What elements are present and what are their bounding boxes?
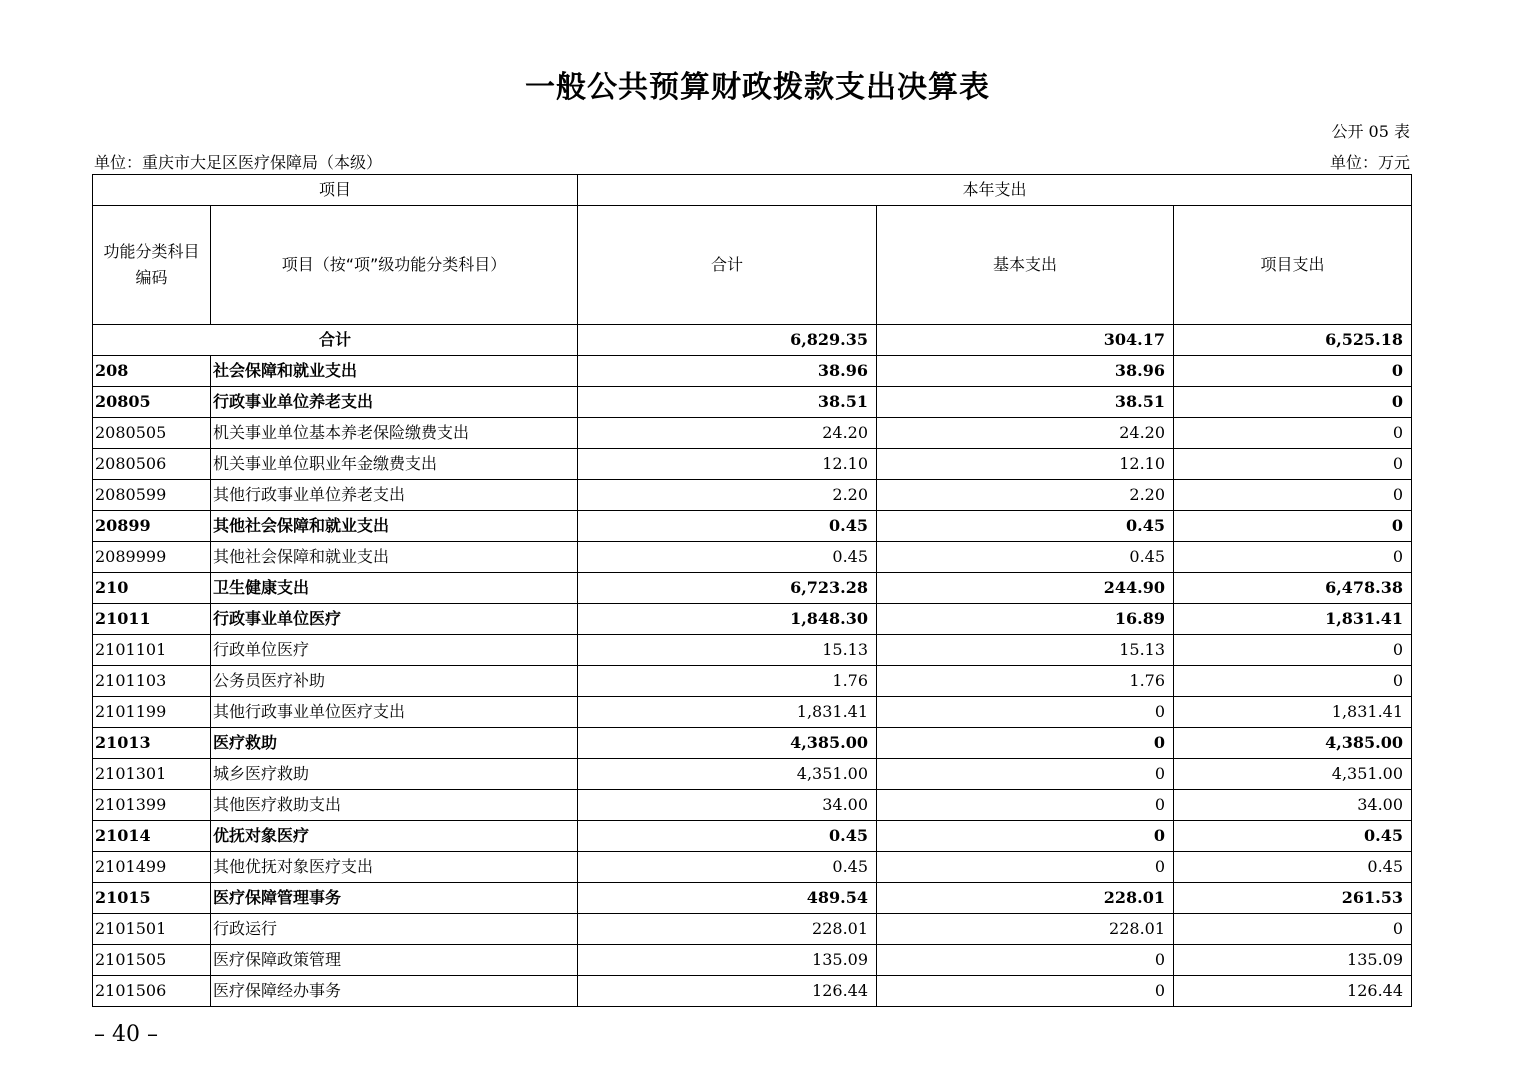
- table-row: [93, 852, 1412, 883]
- row-name: 社会保障和就业支出: [211, 356, 578, 387]
- row-project: 6,478.38: [1174, 573, 1412, 604]
- row-total: 489.54: [578, 883, 877, 914]
- row-total: 4,385.00: [578, 728, 877, 759]
- row-basic: 228.01: [877, 914, 1174, 945]
- row-code: 2101399: [93, 790, 211, 821]
- row-basic: 24.20: [877, 418, 1174, 449]
- row-name: 其他社会保障和就业支出: [211, 542, 578, 573]
- row-code: 2089999: [93, 542, 211, 573]
- unit-organization: 单位：重庆市大足区医疗保障局（本级）: [94, 153, 383, 172]
- expenditure-table: [92, 174, 1412, 1007]
- row-total: 24.20: [578, 418, 877, 449]
- row-basic: 38.96: [877, 356, 1174, 387]
- row-name: 卫生健康支出: [211, 573, 578, 604]
- row-project: 135.09: [1174, 945, 1412, 976]
- row-total: 4,351.00: [578, 759, 877, 790]
- row-basic: 0: [877, 697, 1174, 728]
- header-project-expenditure: 项目支出: [1174, 206, 1412, 325]
- row-code: 21013: [93, 728, 211, 759]
- row-code: 2080506: [93, 449, 211, 480]
- row-name: 其他优抚对象医疗支出: [211, 852, 578, 883]
- table-row: [93, 790, 1412, 821]
- table-row: [93, 945, 1412, 976]
- row-code: 210: [93, 573, 211, 604]
- row-total: 135.09: [578, 945, 877, 976]
- row-basic: 0: [877, 790, 1174, 821]
- table-row: [93, 759, 1412, 790]
- header-total: 合计: [578, 206, 877, 325]
- table-row: [93, 604, 1412, 635]
- row-name: 医疗保障经办事务: [211, 976, 578, 1007]
- table-row: [93, 511, 1412, 542]
- row-basic: 0: [877, 945, 1174, 976]
- row-project: 0.45: [1174, 821, 1412, 852]
- row-project: 0: [1174, 511, 1412, 542]
- row-total: 0.45: [578, 511, 877, 542]
- row-total: 34.00: [578, 790, 877, 821]
- row-basic: 0.45: [877, 511, 1174, 542]
- row-code: 21011: [93, 604, 211, 635]
- row-project: 1,831.41: [1174, 604, 1412, 635]
- row-basic: 244.90: [877, 573, 1174, 604]
- total-label: 合计: [93, 325, 578, 356]
- row-code: 2101101: [93, 635, 211, 666]
- row-total: 38.96: [578, 356, 877, 387]
- row-total: 15.13: [578, 635, 877, 666]
- table-row: [93, 728, 1412, 759]
- row-basic: 0: [877, 821, 1174, 852]
- row-code: 2101506: [93, 976, 211, 1007]
- row-name: 城乡医疗救助: [211, 759, 578, 790]
- table-row: [93, 449, 1412, 480]
- row-code: 2080599: [93, 480, 211, 511]
- row-basic: 0: [877, 976, 1174, 1007]
- row-name: 行政单位医疗: [211, 635, 578, 666]
- row-basic: 15.13: [877, 635, 1174, 666]
- table-row: [93, 480, 1412, 511]
- row-project: 0: [1174, 666, 1412, 697]
- row-total: 228.01: [578, 914, 877, 945]
- row-project: 4,385.00: [1174, 728, 1412, 759]
- table-row: [93, 914, 1412, 945]
- row-code: 2101501: [93, 914, 211, 945]
- row-total: 2.20: [578, 480, 877, 511]
- row-total: 1,831.41: [578, 697, 877, 728]
- row-name: 其他行政事业单位医疗支出: [211, 697, 578, 728]
- row-code: 20805: [93, 387, 211, 418]
- row-total: 0.45: [578, 542, 877, 573]
- row-project: 0: [1174, 480, 1412, 511]
- row-total: 38.51: [578, 387, 877, 418]
- row-project: 0: [1174, 387, 1412, 418]
- row-name: 机关事业单位基本养老保险缴费支出: [211, 418, 578, 449]
- row-name: 医疗救助: [211, 728, 578, 759]
- row-total: 126.44: [578, 976, 877, 1007]
- row-name: 公务员医疗补助: [211, 666, 578, 697]
- row-project: 0: [1174, 418, 1412, 449]
- table-row: [93, 697, 1412, 728]
- row-code: 2101301: [93, 759, 211, 790]
- row-basic: 1.76: [877, 666, 1174, 697]
- row-project: 4,351.00: [1174, 759, 1412, 790]
- row-total: 1,848.30: [578, 604, 877, 635]
- page-number: – 40 –: [94, 1022, 158, 1047]
- row-basic: 228.01: [877, 883, 1174, 914]
- row-code: 21015: [93, 883, 211, 914]
- header-item: 项目（按“项”级功能分类科目）: [211, 206, 578, 325]
- row-project: 126.44: [1174, 976, 1412, 1007]
- row-name: 机关事业单位职业年金缴费支出: [211, 449, 578, 480]
- table-row: [93, 356, 1412, 387]
- row-name: 优抚对象医疗: [211, 821, 578, 852]
- row-basic: 0.45: [877, 542, 1174, 573]
- row-code: 2101103: [93, 666, 211, 697]
- row-name: 医疗保障政策管理: [211, 945, 578, 976]
- row-name: 其他行政事业单位养老支出: [211, 480, 578, 511]
- row-basic: 0: [877, 728, 1174, 759]
- row-code: 2101499: [93, 852, 211, 883]
- total-amount: 6,829.35: [578, 325, 877, 356]
- row-total: 12.10: [578, 449, 877, 480]
- row-code: 208: [93, 356, 211, 387]
- row-code: 2101199: [93, 697, 211, 728]
- table-row: [93, 418, 1412, 449]
- row-project: 0: [1174, 914, 1412, 945]
- table-row: [93, 883, 1412, 914]
- row-code: 21014: [93, 821, 211, 852]
- row-basic: 0: [877, 852, 1174, 883]
- row-name: 行政运行: [211, 914, 578, 945]
- row-project: 0: [1174, 449, 1412, 480]
- form-number: 公开 05 表: [1331, 122, 1410, 141]
- row-total: 1.76: [578, 666, 877, 697]
- row-basic: 16.89: [877, 604, 1174, 635]
- unit-currency: 单位：万元: [1329, 153, 1410, 172]
- total-project: 6,525.18: [1174, 325, 1412, 356]
- row-project: 1,831.41: [1174, 697, 1412, 728]
- row-name: 行政事业单位医疗: [211, 604, 578, 635]
- row-name: 行政事业单位养老支出: [211, 387, 578, 418]
- row-code: 20899: [93, 511, 211, 542]
- row-project: 34.00: [1174, 790, 1412, 821]
- table-row: [93, 976, 1412, 1007]
- table-row: [93, 821, 1412, 852]
- header-current-year: 本年支出: [578, 175, 1412, 206]
- row-code: 2080505: [93, 418, 211, 449]
- row-total: 0.45: [578, 852, 877, 883]
- table-row: [93, 635, 1412, 666]
- row-name: 其他医疗救助支出: [211, 790, 578, 821]
- table-row: [93, 666, 1412, 697]
- row-code: 2101505: [93, 945, 211, 976]
- row-project: 0: [1174, 542, 1412, 573]
- row-name: 其他社会保障和就业支出: [211, 511, 578, 542]
- table-row: [93, 573, 1412, 604]
- header-code: 功能分类科目编码: [93, 206, 211, 325]
- row-name: 医疗保障管理事务: [211, 883, 578, 914]
- table-row: [93, 387, 1412, 418]
- row-basic: 12.10: [877, 449, 1174, 480]
- header-project: 项目: [93, 175, 578, 206]
- row-total: 0.45: [578, 821, 877, 852]
- table-row: [93, 542, 1412, 573]
- row-project: 0.45: [1174, 852, 1412, 883]
- total-basic: 304.17: [877, 325, 1174, 356]
- total-row: [93, 325, 1412, 356]
- row-project: 0: [1174, 356, 1412, 387]
- row-project: 0: [1174, 635, 1412, 666]
- row-total: 6,723.28: [578, 573, 877, 604]
- header-basic: 基本支出: [877, 206, 1174, 325]
- row-project: 261.53: [1174, 883, 1412, 914]
- row-basic: 0: [877, 759, 1174, 790]
- row-basic: 38.51: [877, 387, 1174, 418]
- page-title: 一般公共预算财政拨款支出决算表: [525, 70, 990, 105]
- row-basic: 2.20: [877, 480, 1174, 511]
